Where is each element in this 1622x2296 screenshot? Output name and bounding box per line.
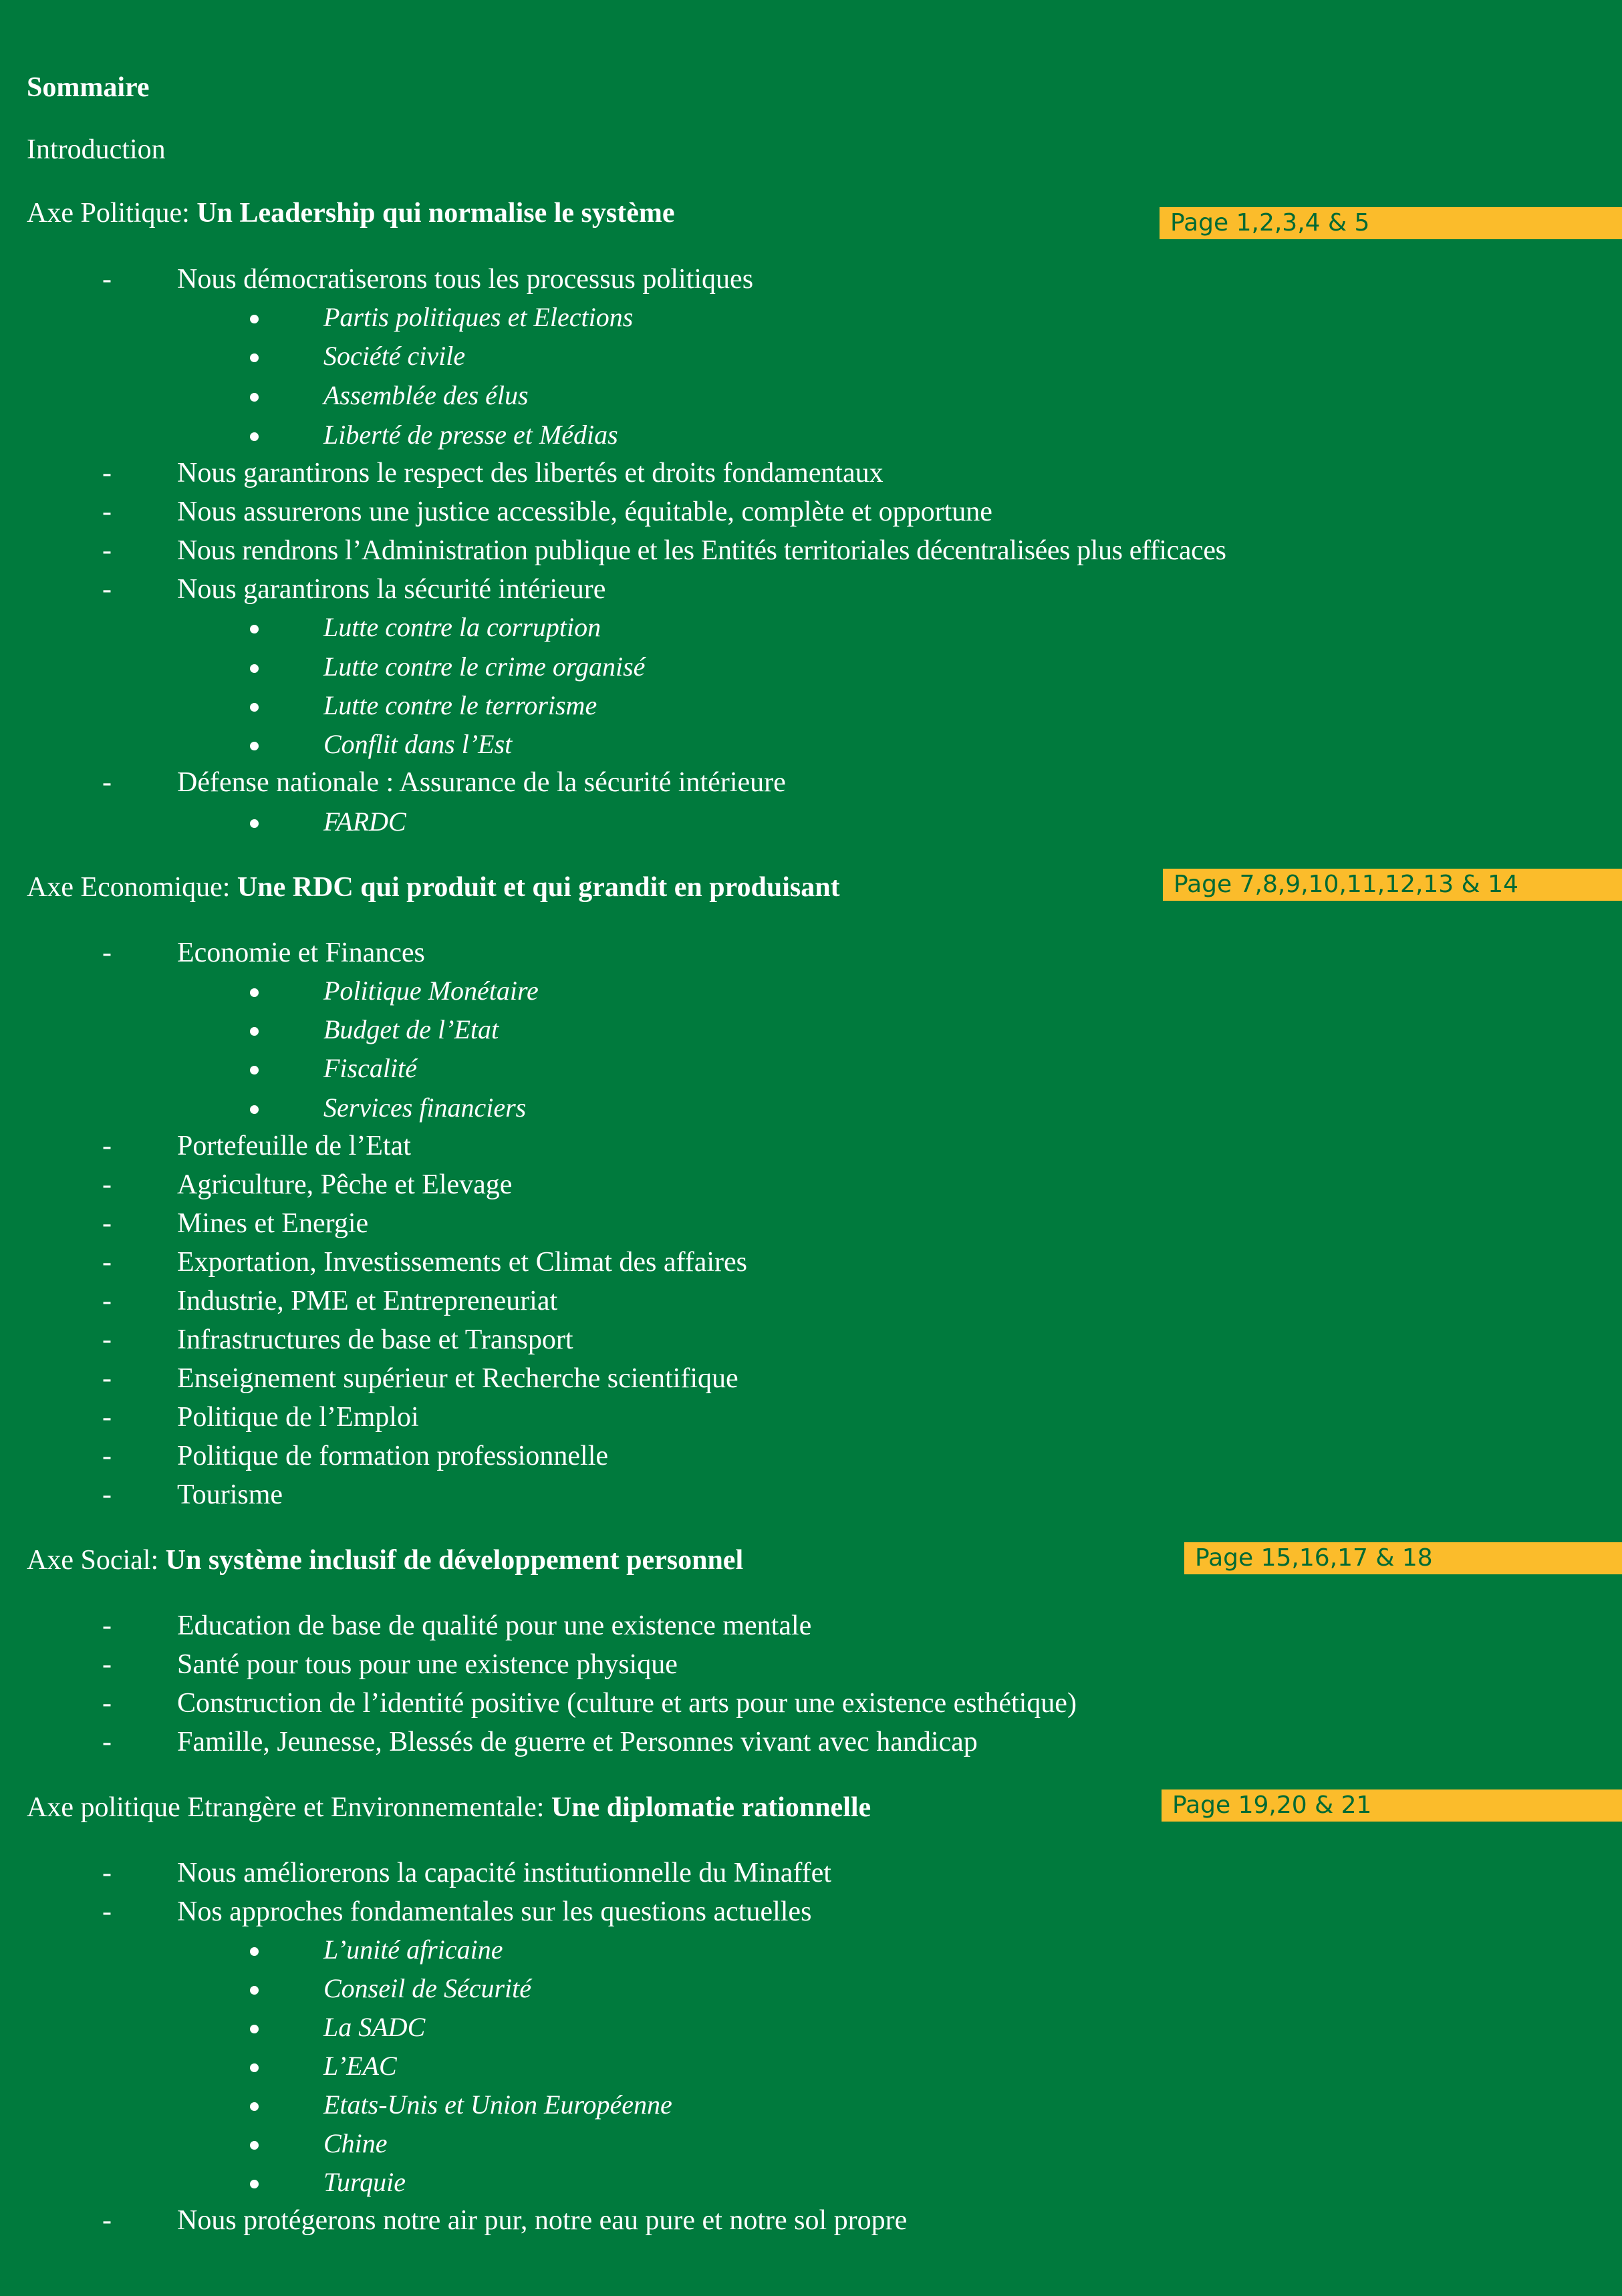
sub-list-item: Lutte contre le crime organisé <box>250 654 1453 684</box>
sub-list-item: Assemblée des élus <box>250 382 1453 413</box>
bullet-icon <box>250 2063 259 2072</box>
list-item: - Exportation, Investissements et Climat des affaires <box>102 1247 748 1278</box>
sub-list-item: Liberté de presse et Médias <box>250 422 1453 452</box>
list-item: - Nous démocratiserons tous les processus politiques <box>102 264 754 295</box>
list-item: - Défense nationale : Assurance de la sécurité intérieure <box>102 767 786 798</box>
bullet-icon <box>250 393 259 402</box>
list-item: - Economie et Finances <box>102 938 425 968</box>
bullet-icon <box>250 2025 259 2033</box>
axe-title: Une diplomatie rationnelle <box>551 1792 871 1823</box>
sub-list-item: Fiscalité <box>250 1055 1453 1086</box>
bullet-icon <box>250 2141 259 2150</box>
introduction-line: Introduction <box>27 134 166 165</box>
bullet-icon <box>250 2102 259 2111</box>
document-title: Sommaire <box>27 72 150 103</box>
sub-list-item: Conseil de Sécurité <box>250 1975 1453 2006</box>
bullet-icon <box>250 353 259 362</box>
list-item: - Construction de l’identité positive (culture et arts pour une existence esthétique) <box>102 1688 1077 1719</box>
bullet-icon <box>250 819 259 828</box>
sub-list-item: Lutte contre la corruption <box>250 614 1453 645</box>
bullet-icon <box>250 703 259 712</box>
list-item: - Tourisme <box>102 1479 283 1510</box>
list-item: - Nous protégerons notre air pur, notre eau pure et notre sol propre <box>102 2205 908 2236</box>
list-item: - Nous assurerons une justice accessible, équitable, complète et opportune <box>102 496 992 527</box>
bullet-icon <box>250 625 259 633</box>
page-ref-badge: Page 7,8,9,10,11,12,13 & 14 <box>1163 869 1622 901</box>
bullet-icon <box>250 1027 259 1036</box>
sub-list-item: Budget de l’Etat <box>250 1016 1453 1047</box>
bullet-icon <box>250 1105 259 1114</box>
list-item: - Nous garantirons la sécurité intérieure <box>102 574 606 605</box>
sub-list-item: Chine <box>250 2130 1453 2161</box>
bullet-icon <box>250 1947 259 1956</box>
sub-list-item: Société civile <box>250 343 1453 374</box>
bullet-icon <box>250 432 259 441</box>
sub-list-item: Conflit dans l’Est <box>250 731 1453 762</box>
axe-title: Un système inclusif de développement personnel <box>165 1545 744 1576</box>
sub-list-item: Politique Monétaire <box>250 978 1453 1008</box>
axe-prefix: Axe politique Etrangère et Environnementale: <box>27 1792 551 1823</box>
list-item: - Politique de l’Emploi <box>102 1402 419 1433</box>
axe-etrangere-heading <box>27 1793 871 1822</box>
bullet-icon <box>250 315 259 323</box>
axe-title: Un Leadership qui normalise le système <box>196 198 675 229</box>
list-item: - Famille, Jeunesse, Blessés de guerre et Personnes vivant avec handicap <box>102 1727 978 1757</box>
page-ref-badge: Page 15,16,17 & 18 <box>1184 1542 1622 1574</box>
list-item: - Politique de formation professionnelle <box>102 1441 609 1471</box>
sub-list-item: Services financiers <box>250 1095 1453 1125</box>
axe-politique-heading <box>27 199 675 227</box>
sub-list-item: L’EAC <box>250 2053 1453 2084</box>
bullet-icon <box>250 664 259 673</box>
axe-prefix: Axe Politique: <box>27 198 197 229</box>
bullet-icon <box>250 2180 259 2188</box>
page-ref-badge: Page 1,2,3,4 & 5 <box>1160 207 1622 239</box>
axe-social-heading <box>27 1546 743 1574</box>
sub-list-item: Etats-Unis et Union Européenne <box>250 2092 1453 2122</box>
list-item: - Infrastructures de base et Transport <box>102 1324 573 1355</box>
bullet-icon <box>250 742 259 750</box>
list-item: - Nous améliorerons la capacité institutionnelle du Minaffet <box>102 1858 831 1888</box>
sub-list-item: Turquie <box>250 2169 1453 2200</box>
list-item: - Industrie, PME et Entrepreneuriat <box>102 1286 558 1316</box>
bullet-icon <box>250 1986 259 1995</box>
list-item: - Nos approches fondamentales sur les questions actuelles <box>102 1896 812 1927</box>
axe-prefix: Axe Social: <box>27 1545 166 1576</box>
list-item: - Education de base de qualité pour une existence mentale <box>102 1610 812 1641</box>
list-item: - Nous rendrons l’Administration publique et les Entités territoriales décentralisées plus efficaces <box>102 535 1226 566</box>
list-item: - Mines et Energie <box>102 1208 369 1239</box>
list-item: - Nous garantirons le respect des libertés et droits fondamentaux <box>102 458 884 488</box>
bullet-icon <box>250 1066 259 1074</box>
list-item: - Portefeuille de l’Etat <box>102 1131 411 1161</box>
bullet-icon <box>250 988 259 997</box>
axe-title: Une RDC qui produit et qui grandit en produisant <box>237 872 840 903</box>
sub-list-item: Partis politiques et Elections <box>250 304 1453 335</box>
page-ref-badge: Page 19,20 & 21 <box>1162 1789 1622 1822</box>
sub-list-item: Lutte contre le terrorisme <box>250 692 1453 723</box>
sub-list-item: FARDC <box>250 809 1453 839</box>
list-item: - Santé pour tous pour une existence physique <box>102 1649 678 1680</box>
axe-economique-heading <box>27 873 840 901</box>
list-item: - Agriculture, Pêche et Elevage <box>102 1169 513 1200</box>
list-item: - Enseignement supérieur et Recherche scientifique <box>102 1363 738 1394</box>
sub-list-item: La SADC <box>250 2014 1453 2045</box>
sub-list-item: L’unité africaine <box>250 1936 1453 1967</box>
axe-prefix: Axe Economique: <box>27 872 237 903</box>
